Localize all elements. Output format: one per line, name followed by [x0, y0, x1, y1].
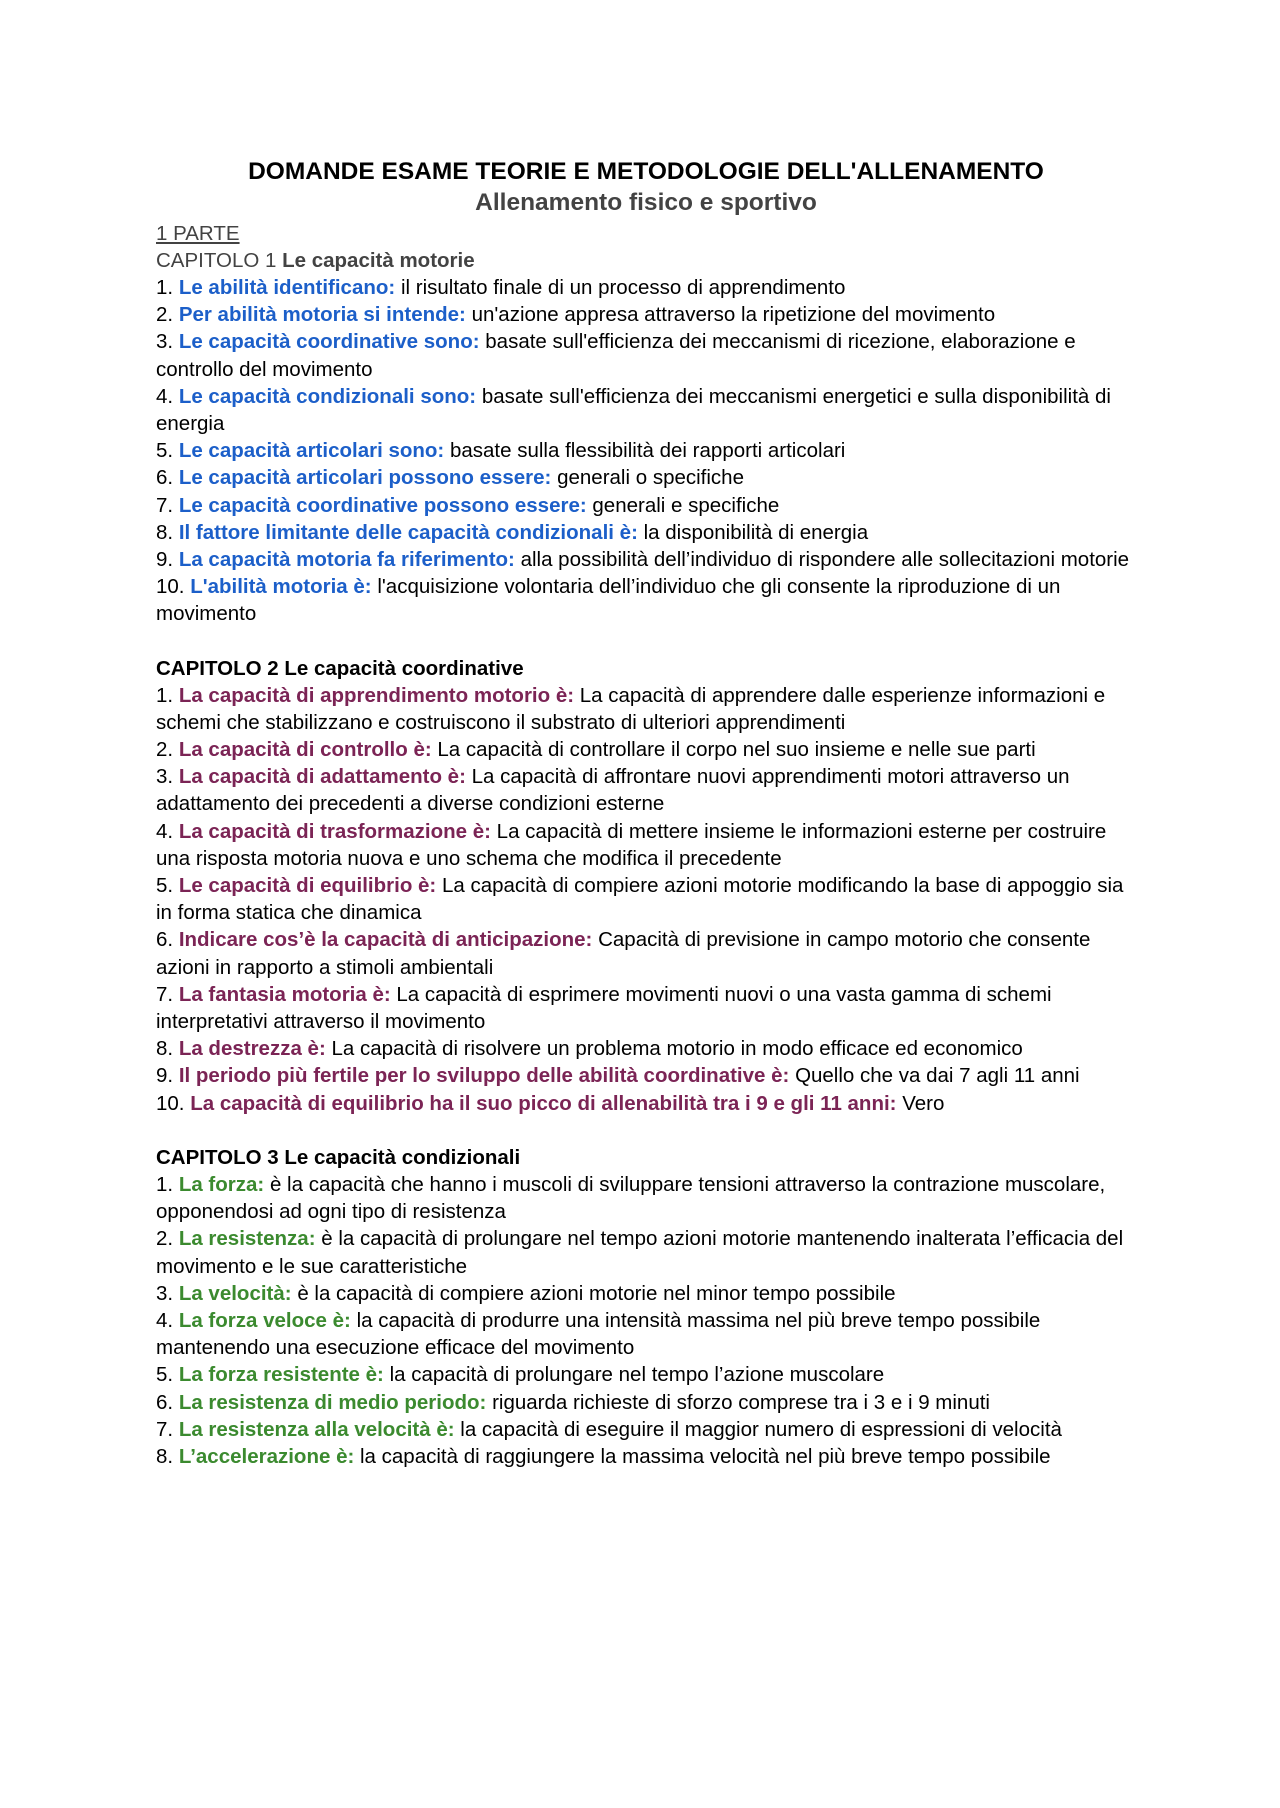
question-item: [156, 464, 1136, 491]
question-item: [156, 1035, 1136, 1062]
chapter-heading: [156, 1144, 1136, 1171]
question-item: [156, 926, 1136, 980]
question-item: [156, 274, 1136, 301]
question-prompt: Le capacità articolari possono essere:: [178, 466, 552, 490]
question-number: 10.: [156, 1091, 185, 1115]
chapter-number: CAPITOLO 2: [156, 656, 279, 680]
question-number: 5.: [156, 439, 174, 463]
question-item: [156, 1090, 1136, 1117]
question-prompt: La forza:: [178, 1172, 265, 1196]
question-number: 8.: [156, 1444, 174, 1468]
question-item: [156, 1443, 1136, 1470]
question-answer: basate sull'efficienza dei meccanismi di ricezione, elaborazione e controllo del movimento: [156, 330, 1076, 381]
chapter-number: CAPITOLO 1: [156, 249, 277, 272]
chapter-1: [156, 247, 1136, 628]
question-answer: un'azione appresa attraverso la ripetizione del movimento: [471, 303, 996, 327]
question-number: 6.: [156, 466, 174, 490]
question-number: 8.: [156, 1037, 174, 1061]
question-number: 10.: [156, 575, 185, 599]
question-answer: la disponibilità di energia: [643, 520, 869, 544]
question-item: [156, 383, 1136, 437]
question-answer: è la capacità di prolungare nel tempo azioni motorie mantenendo inalterata l’efficacia del movimento e le sue caratteristiche: [156, 1227, 1124, 1278]
question-item: [156, 1062, 1136, 1089]
question-answer: l'acquisizione volontaria dell’individuo che gli consente la riproduzione di un movimento: [156, 575, 1061, 626]
question-item: [156, 301, 1136, 328]
question-answer: basate sulla flessibilità dei rapporti articolari: [449, 439, 846, 463]
question-number: 7.: [156, 982, 174, 1006]
question-answer: La capacità di compiere azioni motorie modificando la base di appoggio sia in forma statica che dinamica: [156, 874, 1124, 925]
question-number: 1.: [156, 683, 174, 707]
chapter-name: Le capacità coordinative: [284, 656, 524, 680]
part-label: 1 PARTE: [156, 222, 240, 245]
question-prompt: Il periodo più fertile per lo sviluppo delle abilità coordinative è:: [178, 1064, 790, 1088]
question-number: 4.: [156, 819, 174, 843]
question-answer: Vero: [902, 1091, 945, 1115]
chapter-heading: [156, 247, 1136, 274]
question-prompt: La fantasia motoria è:: [178, 982, 391, 1006]
question-item: [156, 1307, 1136, 1361]
question-item: [156, 1389, 1136, 1416]
question-prompt: Le capacità di equilibrio è:: [178, 874, 437, 898]
question-prompt: La resistenza alla velocità è:: [178, 1417, 455, 1441]
question-number: 1.: [156, 1172, 174, 1196]
question-prompt: Le capacità articolari sono:: [178, 439, 445, 463]
question-number: 9.: [156, 1064, 174, 1088]
question-prompt: La capacità di adattamento è:: [178, 765, 466, 789]
question-answer: la capacità di raggiungere la massima velocità nel più breve tempo possibile: [360, 1444, 1051, 1468]
question-item: [156, 1361, 1136, 1388]
question-answer: La capacità di esprimere movimenti nuovi o una vasta gamma di schemi interpretativi attraverso il movimento: [156, 982, 1052, 1034]
question-prompt: La capacità di controllo è:: [178, 738, 432, 762]
question-answer: Quello che va dai 7 agli 11 anni: [795, 1064, 1080, 1088]
question-prompt: La capacità di equilibrio ha il suo picco di allenabilità tra i 9 e gli 11 anni:: [190, 1091, 897, 1115]
question-answer: riguarda richieste di sforzo comprese tra i 3 e i 9 minuti: [492, 1390, 990, 1414]
question-number: 2.: [156, 738, 174, 762]
question-number: 5.: [156, 874, 174, 898]
question-item: [156, 1280, 1136, 1307]
question-number: 2.: [156, 1227, 174, 1251]
question-answer: è la capacità che hanno i muscoli di sviluppare tensioni attraverso la contrazione muscolare, opponendosi ad ogni tipo di resistenza: [156, 1172, 1106, 1224]
question-answer: basate sull'efficienza dei meccanismi energetici e sulla disponibilità di energia: [156, 384, 1111, 436]
question-prompt: L'abilità motoria è:: [190, 575, 372, 599]
chapter-number: CAPITOLO 3: [156, 1145, 279, 1169]
question-answer: generali e specifiche: [592, 493, 780, 517]
question-prompt: La capacità motoria fa riferimento:: [178, 548, 515, 572]
question-item: [156, 546, 1136, 573]
question-item: [156, 981, 1136, 1035]
question-number: 6.: [156, 1390, 174, 1414]
question-number: 9.: [156, 548, 174, 572]
question-prompt: La forza resistente è:: [178, 1363, 384, 1387]
question-prompt: La resistenza di medio periodo:: [178, 1390, 487, 1414]
question-answer: alla possibilità dell’individuo di rispondere alle sollecitazioni motorie: [520, 548, 1130, 572]
question-item: [156, 1416, 1136, 1443]
question-item: [156, 763, 1136, 817]
question-number: 2.: [156, 303, 174, 327]
question-prompt: Per abilità motoria si intende:: [178, 303, 466, 327]
chapter-2: [156, 655, 1136, 1117]
question-number: 3.: [156, 765, 174, 789]
question-answer: la capacità di eseguire il maggior numero di espressioni di velocità: [460, 1417, 1062, 1441]
question-item: [156, 872, 1136, 926]
question-prompt: Le capacità coordinative possono essere:: [178, 493, 587, 517]
question-number: 3.: [156, 1281, 174, 1305]
question-item: [156, 573, 1136, 627]
question-number: 4.: [156, 1308, 174, 1332]
document-page: [156, 157, 1136, 1470]
section-spacer: [156, 628, 1136, 655]
question-answer: la capacità di prolungare nel tempo l’azione muscolare: [389, 1363, 885, 1387]
question-prompt: La resistenza:: [178, 1227, 316, 1251]
section-spacer: [156, 1117, 1136, 1144]
question-prompt: La destrezza è:: [178, 1037, 326, 1061]
question-number: 3.: [156, 330, 174, 354]
question-answer: il risultato finale di un processo di apprendimento: [400, 276, 846, 299]
question-number: 7.: [156, 1417, 174, 1441]
question-prompt: Il fattore limitante delle capacità condizionali è:: [178, 520, 638, 544]
question-prompt: Le abilità identificano:: [178, 276, 396, 299]
chapter-3: [156, 1144, 1136, 1470]
question-number: 7.: [156, 493, 174, 517]
question-prompt: Indicare cos’è la capacità di anticipazione:: [178, 928, 593, 952]
question-answer: La capacità di apprendere dalle esperienze informazioni e schemi che stabilizzano e costruiscono il substrato di ulteriori apprendimenti: [156, 683, 1106, 734]
question-prompt: L’accelerazione è:: [178, 1444, 355, 1468]
question-prompt: Le capacità condizionali sono:: [178, 384, 477, 408]
question-item: [156, 736, 1136, 763]
question-number: 5.: [156, 1363, 174, 1387]
question-answer: La capacità di mettere insieme le informazioni esterne per costruire una risposta motoria nuova e uno schema che modifica il precedente: [156, 819, 1107, 870]
question-answer: Capacità di previsione in campo motorio che consente azioni in rapporto a stimoli ambientali: [156, 928, 1091, 979]
question-prompt: La forza veloce è:: [178, 1308, 351, 1332]
question-item: [156, 492, 1136, 519]
question-answer: generali o specifiche: [557, 466, 744, 490]
question-prompt: La velocità:: [178, 1281, 292, 1305]
question-number: 6.: [156, 928, 174, 952]
question-prompt: La capacità di apprendimento motorio è:: [178, 683, 575, 707]
chapter-name: Le capacità motorie: [282, 249, 475, 272]
question-answer: La capacità di affrontare nuovi apprendimenti motori attraverso un adattamento dei precedenti a diverse condizioni esterne: [156, 765, 1070, 816]
question-prompt: Le capacità coordinative sono:: [178, 330, 480, 354]
question-item: [156, 437, 1136, 464]
document-title: DOMANDE ESAME TEORIE E METODOLOGIE DELL'ALLENAMENTO: [248, 158, 1044, 185]
question-item: [156, 519, 1136, 546]
question-number: 8.: [156, 520, 174, 544]
question-answer: La capacità di risolvere un problema motorio in modo efficace ed economico: [331, 1037, 1023, 1061]
question-number: 4.: [156, 384, 174, 408]
question-answer: la capacità di produrre una intensità massima nel più breve tempo possibile mantenendo una esecuzione efficace del movimento: [156, 1308, 1041, 1360]
question-item: [156, 1225, 1136, 1279]
document-subtitle: Allenamento fisico e sportivo: [475, 189, 817, 216]
question-answer: è la capacità di compiere azioni motorie nel minor tempo possibile: [297, 1281, 896, 1305]
question-item: [156, 1171, 1136, 1225]
question-prompt: La capacità di trasformazione è:: [178, 819, 491, 843]
question-answer: La capacità di controllare il corpo nel suo insieme e nelle sue parti: [437, 738, 1036, 762]
question-item: [156, 682, 1136, 736]
question-item: [156, 328, 1136, 382]
question-item: [156, 818, 1136, 872]
chapter-name: Le capacità condizionali: [284, 1145, 521, 1169]
question-number: 1.: [156, 276, 174, 299]
chapter-heading: [156, 655, 1136, 682]
